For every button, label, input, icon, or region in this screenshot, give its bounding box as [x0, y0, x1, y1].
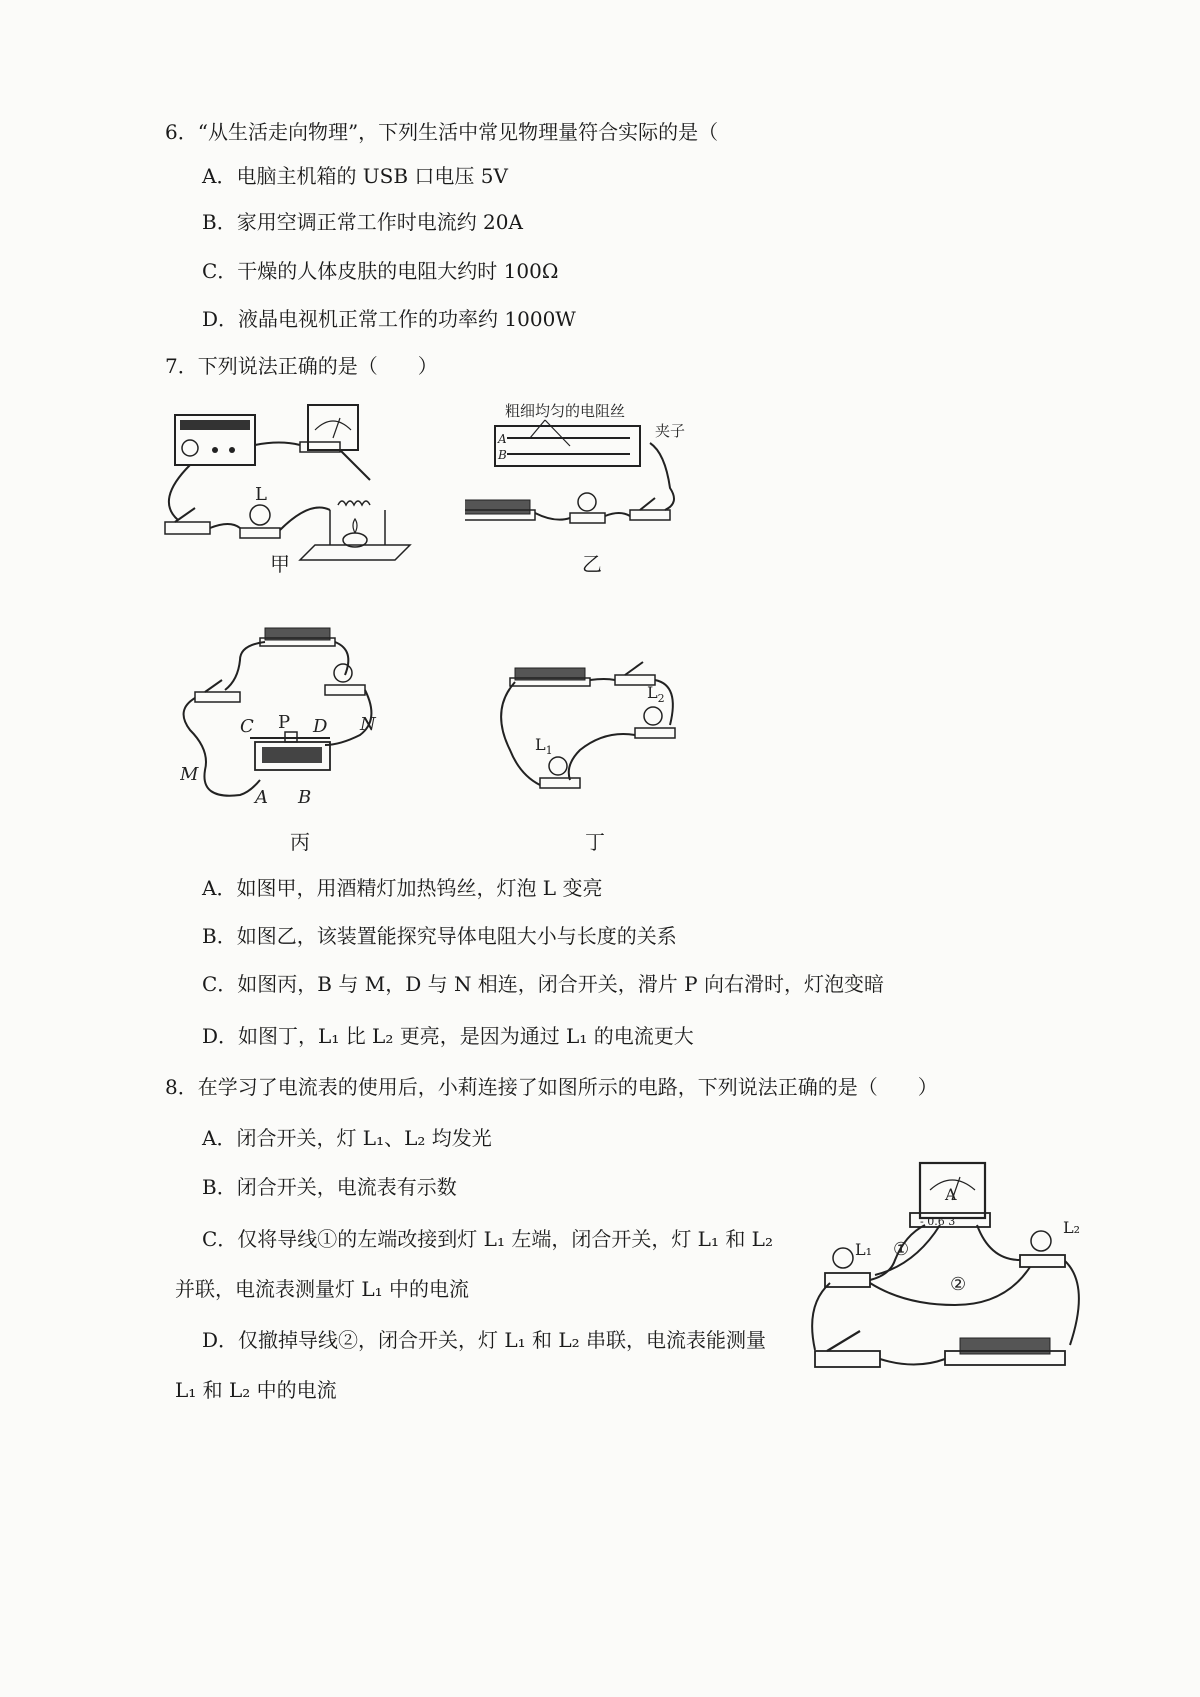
- q8-l1-label: L₁: [855, 1240, 873, 1259]
- q8-l2-label: L₂: [1063, 1218, 1081, 1237]
- q8-option-b: B．闭合开关，电流表有示数: [202, 1175, 457, 1199]
- figure-ding-caption: 丁: [585, 830, 605, 854]
- figure-bing-caption: 丙: [290, 830, 310, 854]
- q8-meter-terminals: - 0.6 3: [920, 1215, 956, 1228]
- q6-stem: 6．“从生活走向物理”，下列生活中常见物理量符合实际的是（: [165, 120, 719, 144]
- figure-jia: [160, 400, 440, 590]
- bing-label-d: D: [313, 716, 328, 737]
- q6-option-d: D．液晶电视机正常工作的功率约 1000W: [202, 307, 576, 331]
- figure-yi: [465, 398, 715, 548]
- bing-label-c: C: [240, 716, 254, 737]
- figure-bing: [180, 620, 410, 815]
- figure-q8-circuit: [805, 1155, 1095, 1395]
- q6-option-a: A．电脑主机箱的 USB 口电压 5V: [202, 164, 508, 188]
- q8-option-c: C．仅将导线①的左端改接到灯 L₁ 左端，闭合开关，灯 L₁ 和 L₂: [202, 1227, 773, 1251]
- yi-label-a: A: [498, 432, 507, 446]
- ding-l2-label: $L_2$: [647, 683, 665, 705]
- q7-option-a: A．如图甲，用酒精灯加热钨丝，灯泡 L 变亮: [202, 876, 603, 900]
- jia-lamp-label: L: [255, 484, 267, 505]
- q7-option-b: B．如图乙，该装置能探究导体电阻大小与长度的关系: [202, 924, 677, 948]
- bing-label-p: P: [278, 712, 291, 733]
- q8-meter-label: A: [945, 1185, 957, 1204]
- q7-option-d: D．如图丁，L₁ 比 L₂ 更亮，是因为通过 L₁ 的电流更大: [202, 1024, 694, 1048]
- ding-l1-label: $L_1$: [535, 735, 553, 757]
- yi-label-b: B: [498, 448, 507, 462]
- q8-option-c-cont: 并联，电流表测量灯 L₁ 中的电流: [175, 1277, 470, 1301]
- bing-label-n: N: [360, 714, 376, 735]
- q7-stem: 7．下列说法正确的是（ ）: [165, 354, 438, 378]
- figure-yi-caption: 乙: [582, 552, 602, 576]
- q8-stem: 8．在学习了电流表的使用后，小莉连接了如图所示的电路，下列说法正确的是（ ）: [165, 1075, 938, 1099]
- q8-wire2-label: ②: [950, 1274, 967, 1295]
- q8-wire1-label: ①: [893, 1239, 910, 1260]
- figure-jia-caption: 甲: [270, 552, 290, 576]
- yi-clip-label: 夹子: [655, 422, 686, 440]
- q6-option-b: B．家用空调正常工作时电流约 20A: [202, 210, 523, 234]
- q6-option-c: C．干燥的人体皮肤的电阻大约时 100Ω: [202, 259, 559, 283]
- bing-label-a: A: [255, 787, 268, 808]
- bing-label-m: M: [180, 764, 199, 785]
- q7-option-c: C．如图丙，B 与 M，D 与 N 相连，闭合开关，滑片 P 向右滑时，灯泡变暗: [202, 972, 884, 996]
- bing-label-b: B: [298, 787, 312, 808]
- figure-ding: [495, 650, 705, 810]
- q8-option-a: A．闭合开关，灯 L₁、L₂ 均发光: [202, 1126, 492, 1150]
- yi-wire-label: 粗细均匀的电阻丝: [505, 402, 626, 420]
- q8-option-d: D．仅撤掉导线②，闭合开关，灯 L₁ 和 L₂ 串联，电流表能测量: [202, 1328, 767, 1352]
- q8-option-d-cont: L₁ 和 L₂ 中的电流: [175, 1378, 337, 1402]
